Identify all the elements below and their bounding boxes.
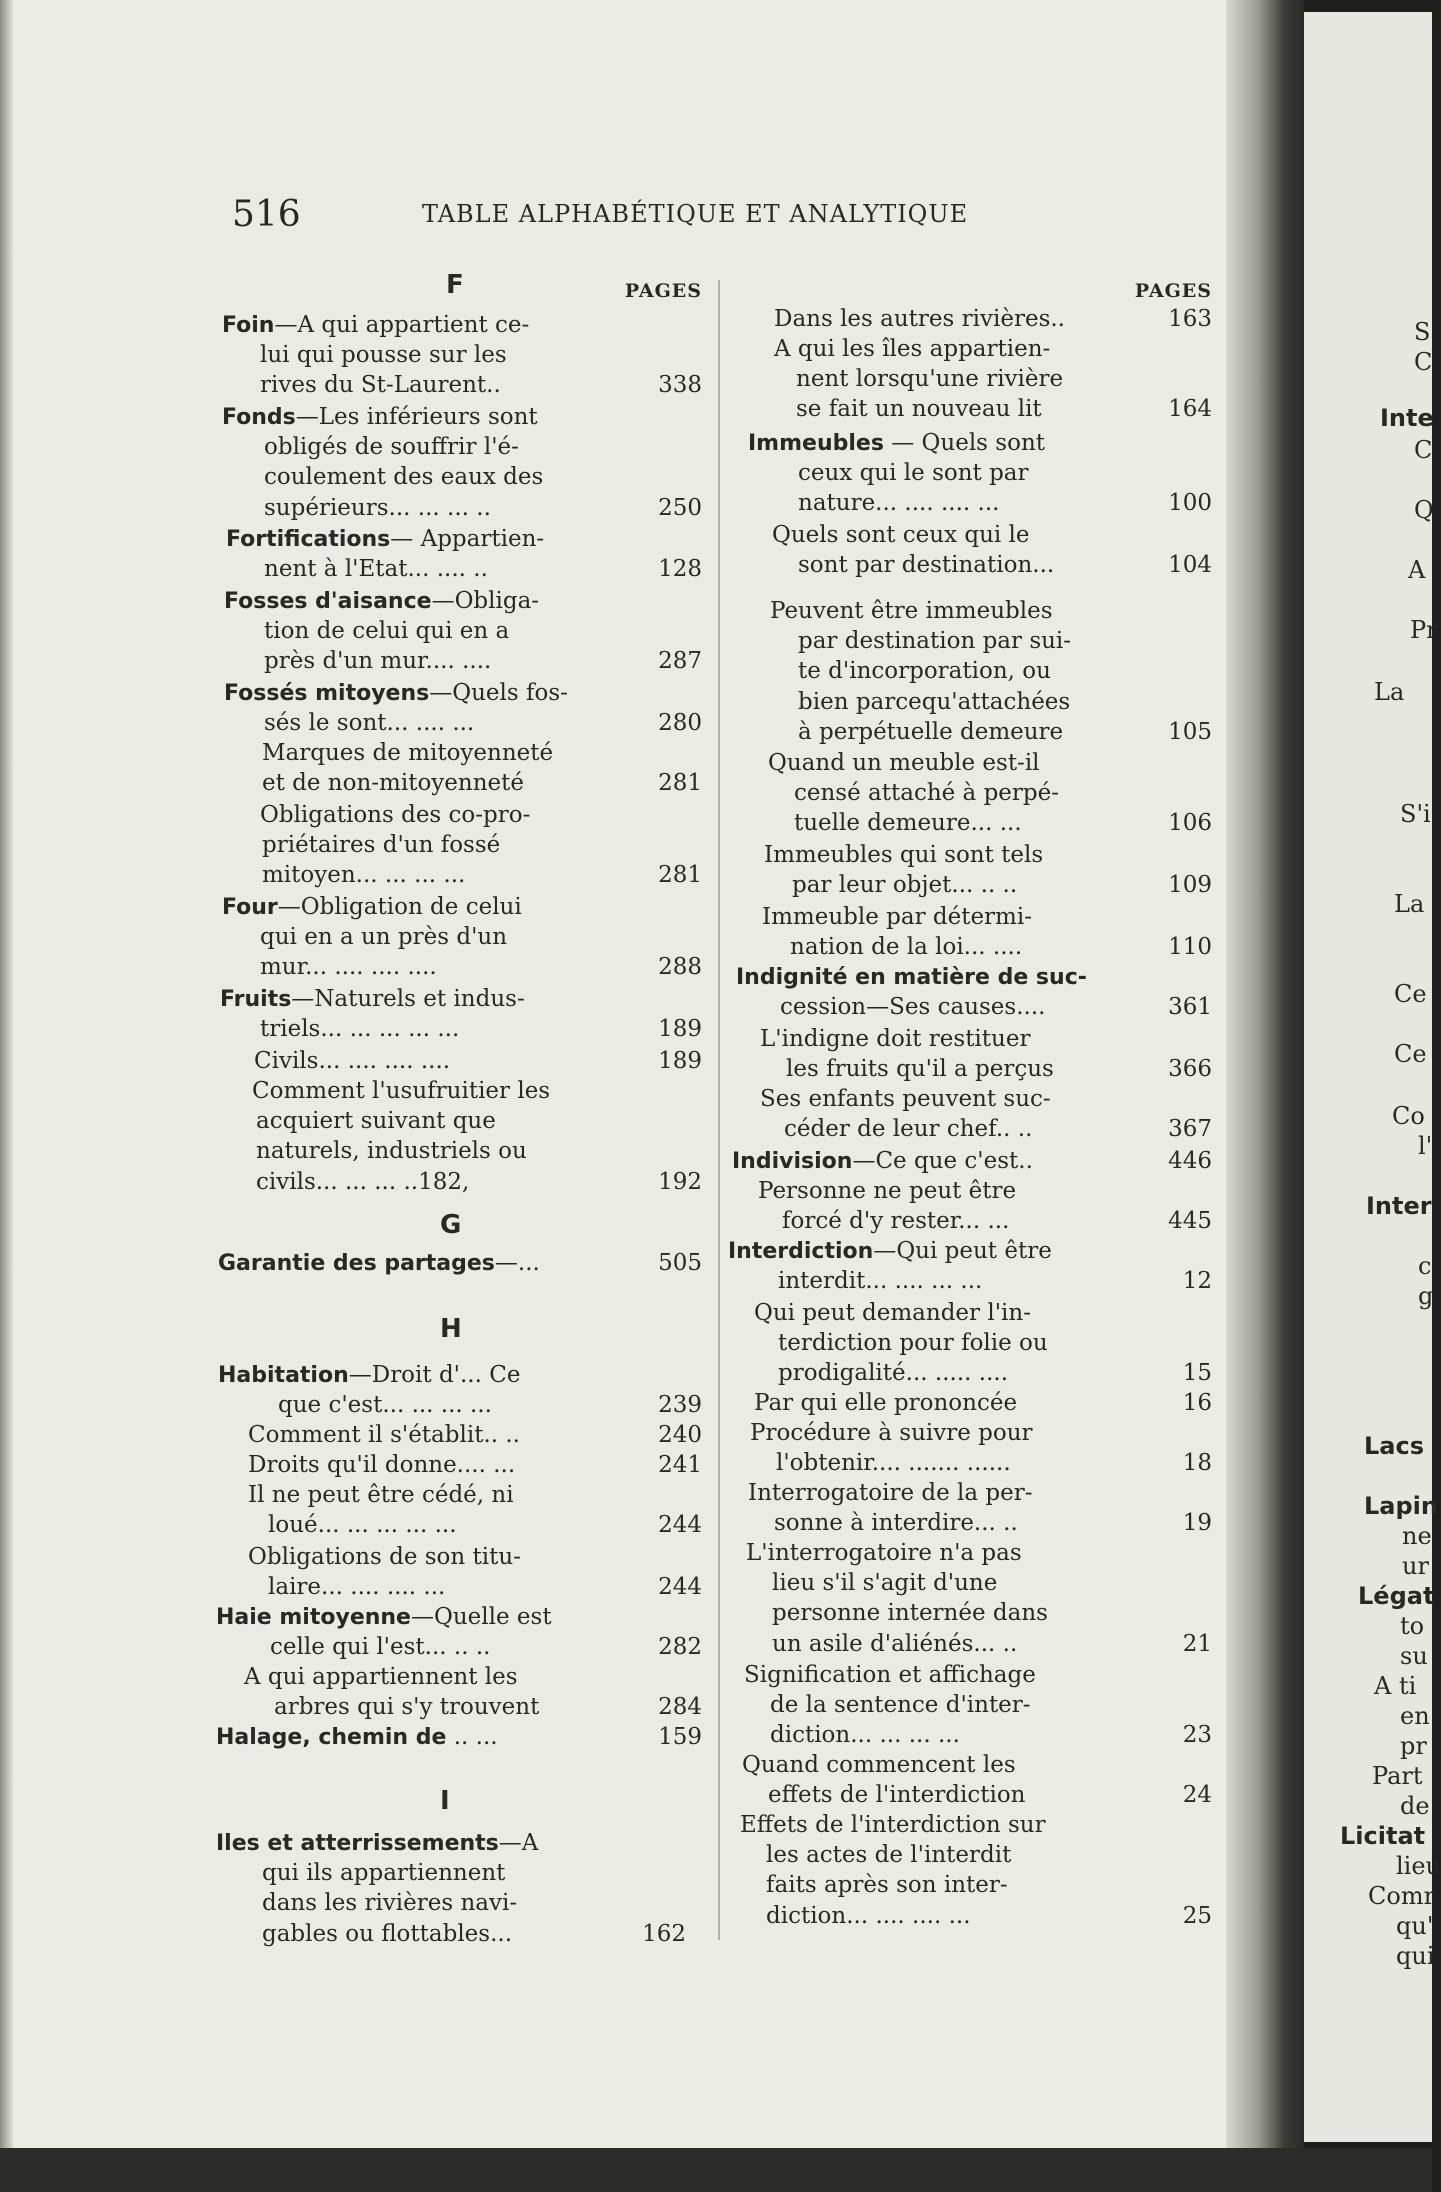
page-ref: 105 [1168, 718, 1212, 745]
entry-text: sonne à interdire... .. [774, 1510, 1018, 1537]
page-ref: 288 [658, 954, 702, 981]
index-entry [216, 1602, 702, 1662]
page-ref: 100 [1168, 490, 1212, 517]
entry-text: près d'un mur.... .... [264, 648, 492, 675]
page-ref: 366 [1168, 1056, 1212, 1083]
entry-text: — Quels sont [883, 430, 1046, 456]
index-entry [732, 1750, 1212, 1810]
entry-keyword: Halage, chemin de [216, 1725, 447, 1750]
entry-text: supérieurs... ... ... .. [264, 494, 491, 521]
fragment-text: su [1400, 1642, 1428, 1670]
entry-text: Marques de mitoyenneté [262, 740, 554, 766]
index-entry [732, 902, 1212, 962]
index-entry [222, 1542, 702, 1602]
index-entry [732, 1084, 1212, 1144]
entry-text: lui qui pousse sur les [260, 342, 507, 369]
fragment-text: lieu [1396, 1852, 1441, 1880]
entry-text: —Ce que c'est.. [852, 1148, 1033, 1174]
entry-text: arbres qui s'y trouvent [274, 1694, 540, 1721]
index-entry [216, 1722, 702, 1752]
page-ref: 281 [658, 862, 702, 889]
page-ref: 16 [1182, 1390, 1212, 1416]
index-entry [732, 520, 1212, 580]
index-entry [732, 334, 1212, 425]
entry-keyword: Four [222, 895, 278, 920]
entry-text: acquiert suivant que [256, 1108, 496, 1135]
entry-text: Obligations des co-pro- [260, 802, 531, 828]
page-ref: 338 [658, 372, 702, 399]
entry-text: rives du St-Laurent.. [260, 372, 501, 399]
entry-text: — Appartien- [390, 526, 545, 552]
page-ref: 104 [1168, 552, 1212, 579]
entry-text: obligés de souffrir l'é- [264, 434, 519, 461]
entry-text: diction... .... .... ... [766, 1902, 971, 1929]
entry-text: tion de celui qui en a [264, 618, 510, 645]
entry-text: personne internée dans [772, 1600, 1048, 1627]
entry-text: Interrogatoire de la per- [748, 1480, 1033, 1506]
fragment-text: Q [1414, 496, 1434, 524]
index-entry [732, 596, 1212, 747]
fragment-text: de [1400, 1792, 1430, 1820]
entry-text: les fruits qu'il a perçus [786, 1056, 1054, 1083]
entry-text: celle qui l'est... .. .. [270, 1634, 491, 1661]
entry-text: les actes de l'interdit [766, 1842, 1012, 1869]
page-ref: 162 [642, 1920, 686, 1947]
entry-keyword: Indignité en matière de suc- [736, 965, 1087, 990]
fragment-text: qui [1396, 1942, 1435, 1970]
letter-heading-f: F [446, 270, 464, 300]
fragment-text: La [1374, 678, 1405, 706]
index-entry [732, 962, 1212, 1022]
page-ref: 24 [1182, 1782, 1212, 1809]
index-entry [732, 304, 1212, 334]
index-entry [218, 1248, 702, 1278]
index-entry [222, 1662, 702, 1722]
index-entry [222, 1076, 702, 1197]
page-ref: 164 [1168, 396, 1212, 423]
entry-text: par destination par sui- [798, 628, 1072, 655]
fragment-text: Pr [1410, 616, 1438, 644]
entry-text: —Les inférieurs sont [295, 404, 538, 430]
scan-border [0, 2148, 1432, 2192]
fragment-text: Licitat [1340, 1822, 1426, 1850]
index-entry [732, 1478, 1212, 1538]
entry-text: —A qui appartient ce- [274, 312, 530, 338]
entry-text: par leur objet... .. .. [792, 872, 1018, 899]
fragment-text: ne [1402, 1522, 1432, 1550]
page-ref: 163 [1168, 306, 1212, 332]
entry-text: tuelle demeure... ... [794, 810, 1022, 837]
index-entry [222, 1450, 702, 1480]
entry-text: bien parcequ'attachées [798, 688, 1071, 715]
entry-text: et de non-mitoyenneté [262, 770, 525, 797]
fragment-text: qu' [1396, 1912, 1434, 1940]
entry-text: Personne ne peut être [758, 1178, 1017, 1204]
page-ref: 281 [658, 770, 702, 797]
index-entry [222, 586, 702, 677]
page-ref: 159 [658, 1724, 702, 1750]
fragment-text: Légat [1358, 1582, 1435, 1610]
entry-text: —Obliga- [431, 588, 540, 614]
entry-text: L'interrogatoire n'a pas [746, 1540, 1022, 1566]
entry-text: coulement des eaux des [264, 464, 544, 491]
page-header [232, 194, 1032, 234]
adjacent-page-fragment [1304, 12, 1441, 2142]
entry-text: mur... .... .... .... [260, 954, 437, 981]
entry-keyword: Foin [222, 313, 275, 338]
letter-heading-h: H [440, 1314, 462, 1344]
pages-label: PAGES [624, 280, 702, 302]
entry-text: —... [494, 1250, 540, 1276]
entry-text: —Qui peut être [873, 1238, 1052, 1264]
index-entry [222, 1480, 702, 1540]
entry-text: que c'est... ... ... ... [278, 1392, 492, 1419]
entry-text: laire... .... .... ... [268, 1574, 446, 1601]
fragment-text: La [1394, 890, 1425, 918]
page-ref: 128 [658, 556, 702, 583]
entry-text: l'obtenir.... ....... ...... [776, 1450, 1011, 1477]
index-entry [732, 1176, 1212, 1236]
page-ref: 361 [1168, 994, 1212, 1021]
entry-text: te d'incorporation, ou [798, 658, 1051, 685]
entry-keyword: Garantie des partages [218, 1251, 495, 1276]
fragment-text: Lacs [1364, 1432, 1424, 1460]
page-ref: 19 [1182, 1510, 1212, 1537]
entry-text: Quels sont ceux qui le [772, 522, 1030, 548]
entry-text: Par qui elle prononcée [754, 1390, 1018, 1416]
entry-text: de la sentence d'inter- [770, 1692, 1031, 1719]
entry-keyword: Indivision [732, 1149, 853, 1174]
index-entry [222, 984, 702, 1044]
pages-label: PAGES [1134, 280, 1212, 302]
page-ref: 284 [658, 1694, 702, 1721]
page-ref: 241 [658, 1452, 702, 1478]
page-ref: 15 [1182, 1360, 1212, 1387]
index-entry [732, 1388, 1212, 1418]
entry-keyword: Fortifications [226, 527, 391, 552]
running-title: TABLE ALPHABÉTIQUE ET ANALYTIQUE [422, 200, 969, 228]
entry-text: se fait un nouveau lit [796, 396, 1042, 423]
index-entry [732, 1660, 1212, 1751]
entry-text: cession—Ses causes.... [780, 994, 1046, 1021]
entry-text: —Droit d'... Ce [348, 1362, 521, 1388]
entry-text: dans les rivières navi- [262, 1890, 518, 1917]
entry-text: Obligations de son titu- [248, 1544, 521, 1570]
index-entry [732, 748, 1212, 839]
entry-keyword: Haie mitoyenne [216, 1605, 411, 1630]
page-ref: 12 [1182, 1268, 1212, 1295]
index-entry [732, 1418, 1212, 1478]
fragment-text: g [1418, 1282, 1434, 1310]
index-entry [222, 738, 702, 798]
fragment-text: Co [1392, 1102, 1425, 1130]
index-entry [732, 428, 1212, 519]
page-ref: 239 [658, 1392, 702, 1419]
page-ref: 367 [1168, 1116, 1212, 1143]
entry-text: triels... ... ... ... ... [260, 1016, 460, 1043]
entry-text: Droits qu'il donne.... ... [248, 1452, 516, 1478]
entry-text: mitoyen... ... ... ... [262, 862, 466, 889]
entry-text: céder de leur chef.. .. [784, 1116, 1033, 1143]
entry-text: faits après son inter- [766, 1872, 1008, 1899]
entry-text: gables ou flottables... [262, 1920, 513, 1947]
page-ref: 106 [1168, 810, 1212, 837]
entry-text: ceux qui le sont par [798, 460, 1029, 487]
entry-keyword: Fruits [220, 987, 292, 1012]
entry-text: priétaires d'un fossé [262, 832, 501, 859]
page-ref: 110 [1168, 934, 1212, 961]
page-ref: 192 [658, 1168, 702, 1195]
fragment-text: ur [1402, 1552, 1429, 1580]
entry-keyword: Iles et atterrissements [216, 1831, 499, 1856]
page-ref: 23 [1182, 1722, 1212, 1749]
page-number: 516 [232, 194, 301, 235]
index-entry [222, 402, 702, 523]
entry-keyword: Interdiction [728, 1239, 874, 1264]
page-ref: 505 [658, 1250, 702, 1276]
index-entry [222, 800, 702, 891]
entry-text: Quand un meuble est-il [768, 750, 1040, 776]
entry-text: Qui peut demander l'in- [754, 1300, 1031, 1326]
page-ref: 445 [1168, 1208, 1212, 1235]
entry-text: Comment il s'établit.. .. [248, 1422, 520, 1448]
letter-heading-g: G [440, 1210, 462, 1240]
page-ref: 18 [1182, 1450, 1212, 1477]
page-edge-shadow [0, 0, 14, 2192]
entry-text: à perpétuelle demeure [798, 718, 1064, 745]
entry-text: Dans les autres rivières.. [774, 306, 1065, 332]
letter-heading-i: I [440, 1786, 450, 1816]
page-ref: 240 [658, 1422, 702, 1448]
entry-text: un asile d'aliénés... .. [772, 1630, 1018, 1657]
index-entry [222, 1046, 702, 1076]
entry-text: L'indigne doit restituer [760, 1026, 1031, 1052]
entry-text: —Naturels et indus- [291, 986, 525, 1012]
entry-text: —Obligation de celui [277, 894, 522, 920]
entry-text: loué... ... ... ... ... [268, 1512, 457, 1539]
fragment-text: C [1414, 348, 1433, 376]
fragment-text: Ce [1394, 1040, 1427, 1068]
fragment-text: A ti [1374, 1672, 1417, 1700]
entry-text: prodigalité... ..... .... [778, 1360, 1008, 1387]
entry-text: —Quelle est [410, 1604, 552, 1630]
fragment-text: Comr [1368, 1882, 1436, 1910]
entry-text: forcé d'y rester... ... [782, 1208, 1010, 1235]
entry-text: nent lorsqu'une rivière [796, 366, 1064, 393]
column-divider [718, 280, 720, 1940]
entry-text: sont par destination... [798, 552, 1055, 579]
entry-text: nent à l'Etat... .... .. [264, 556, 488, 583]
fragment-text: l' [1418, 1132, 1433, 1160]
page-ref: 244 [658, 1574, 702, 1601]
entry-text: Signification et affichage [744, 1662, 1036, 1688]
fragment-text: c [1418, 1252, 1432, 1280]
page-ref: 282 [658, 1634, 702, 1661]
entry-keyword: Habitation [218, 1363, 349, 1388]
index-entry [732, 1024, 1212, 1084]
entry-text: nature... .... .... ... [798, 490, 1000, 517]
index-entry [728, 1236, 1212, 1296]
index-entry [216, 1828, 686, 1949]
page-ref: 189 [658, 1048, 702, 1074]
fragment-text: en [1400, 1702, 1430, 1730]
entry-text: .. ... [453, 1724, 498, 1750]
entry-text: naturels, industriels ou [256, 1138, 527, 1165]
entry-text: Comment l'usufruitier les [252, 1078, 551, 1104]
entry-text: nation de la loi... .... [790, 934, 1023, 961]
page-ref: 446 [1168, 1148, 1212, 1174]
entry-keyword: Fonds [222, 405, 296, 430]
index-entry [218, 1360, 702, 1420]
entry-text: —A [498, 1830, 539, 1856]
entry-text: interdit... .... ... ... [778, 1268, 983, 1295]
entry-text: qui ils appartiennent [262, 1860, 506, 1887]
page-ref: 250 [658, 494, 702, 521]
fragment-text: pr [1400, 1732, 1427, 1760]
index-entry [732, 1146, 1212, 1176]
page-ref: 189 [658, 1016, 702, 1043]
index-entry [732, 840, 1212, 900]
entry-text: Immeubles qui sont tels [764, 842, 1044, 868]
entry-text: terdiction pour folie ou [778, 1330, 1048, 1357]
fragment-text: Part [1372, 1762, 1423, 1790]
entry-text: sés le sont... .... ... [264, 710, 475, 737]
index-entry [222, 310, 702, 401]
fragment-text: to [1400, 1612, 1425, 1640]
index-entry [732, 1298, 1212, 1389]
page-ref: 287 [658, 648, 702, 675]
fragment-text: S'i [1400, 800, 1431, 828]
entry-text: Peuvent être immeubles [770, 598, 1053, 624]
page-ref: 21 [1182, 1630, 1212, 1657]
fragment-text: Inter [1366, 1192, 1432, 1220]
page-ref: 109 [1168, 872, 1212, 899]
page-ref: 244 [658, 1512, 702, 1539]
entry-keyword: Fossés mitoyens [224, 681, 430, 706]
index-entry [222, 892, 702, 983]
fragment-text: Inte [1380, 404, 1434, 432]
entry-text: Immeuble par détermi- [762, 904, 1032, 930]
entry-keyword: Fosses d'aisance [224, 589, 432, 614]
entry-text: civils... ... ... ..182, [256, 1168, 470, 1195]
fragment-text: A [1408, 556, 1426, 584]
index-entry [222, 678, 702, 738]
entry-text: Civils... .... .... .... [254, 1048, 451, 1074]
page-ref: 280 [658, 710, 702, 737]
entry-text: —Quels fos- [429, 680, 568, 706]
fragment-text: S [1414, 318, 1431, 346]
index-entry [222, 524, 702, 584]
entry-text: diction... ... ... ... [770, 1722, 960, 1749]
fragment-text: C [1414, 436, 1433, 464]
fragment-text: Lapin [1364, 1492, 1438, 1520]
entry-text: Ses enfants peuvent suc- [760, 1086, 1051, 1112]
entry-text: Quand commencent les [742, 1752, 1016, 1778]
index-entry [222, 1420, 702, 1450]
index-entry [732, 1810, 1212, 1931]
entry-text: censé attaché à perpé- [794, 780, 1060, 807]
page-ref: 25 [1182, 1902, 1212, 1929]
entry-text: lieu s'il s'agit d'une [772, 1570, 998, 1597]
entry-text: A qui les îles appartien- [774, 336, 1051, 362]
entry-text: effets de l'interdiction [768, 1782, 1026, 1809]
entry-text: Procédure à suivre pour [750, 1420, 1033, 1446]
entry-text: A qui appartiennent les [244, 1664, 518, 1690]
entry-text: Il ne peut être cédé, ni [248, 1482, 514, 1508]
fragment-text: Ce [1394, 980, 1427, 1008]
book-gutter [1226, 0, 1304, 2192]
entry-text: qui en a un près d'un [260, 924, 508, 951]
entry-text: Effets de l'interdiction sur [740, 1812, 1046, 1838]
index-entry [732, 1538, 1212, 1659]
entry-keyword: Immeubles [748, 431, 884, 456]
